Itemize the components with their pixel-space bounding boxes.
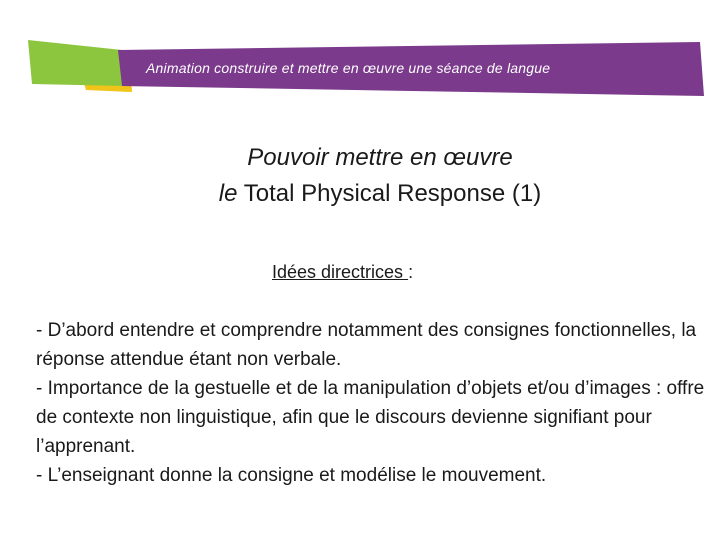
guideline-item: - D’abord entendre et comprendre notamment des consignes fonctionnelles, la réponse attendue étant non verbale. — [36, 320, 697, 370]
section-heading — [272, 262, 413, 283]
title-line-1: Pouvoir mettre en œuvre — [247, 144, 513, 171]
title-line-2-rest: Total Physical Response (1) — [237, 180, 542, 207]
page-title — [0, 140, 720, 212]
section-heading-text: Idées directrices — [272, 262, 409, 282]
guideline-list — [36, 316, 706, 490]
banner-green-block — [28, 40, 124, 86]
guideline-item: - Importance de la gestuelle et de la manipulation d’objets et/ou d’images : offre de contexte non linguistique, afin que le discours devienne signifiant pour l’apprenant. — [36, 378, 705, 457]
guideline-item: - L’enseignant donne la consigne et modélise le mouvement. — [36, 465, 547, 486]
title-line-2 — [0, 176, 720, 212]
header-banner — [0, 0, 720, 110]
section-heading-colon: : — [408, 262, 414, 282]
title-italic-word: le — [218, 180, 238, 207]
banner-title: Animation construire et mettre en œuvre une séance de langue — [146, 60, 551, 76]
